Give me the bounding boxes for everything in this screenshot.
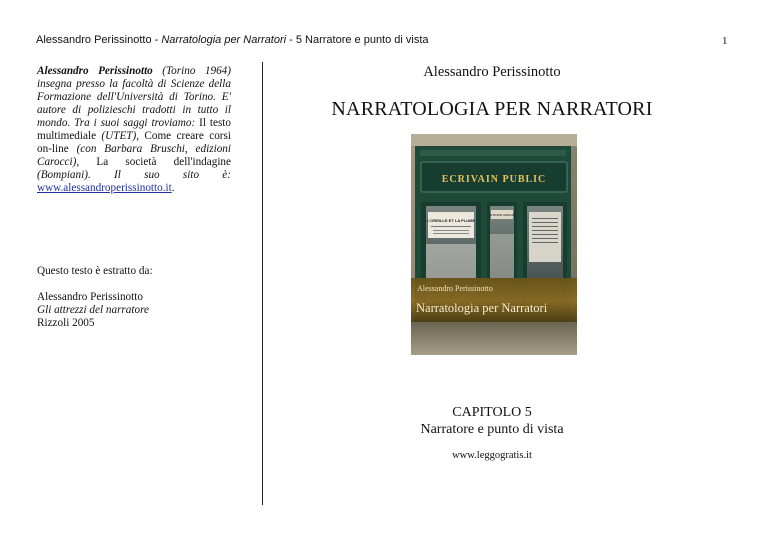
bio-author-name: Alessandro Perissinotto (37, 65, 153, 77)
bio-text: (con Barbara Bruschi, edizioni Carocci) (37, 143, 231, 168)
column-divider (262, 62, 263, 505)
bio-text: (UTET) (101, 130, 137, 142)
cover-author: Alessandro Perissinotto (417, 284, 493, 293)
bio-text: , Come creare corsi on-line (37, 130, 231, 155)
source-block (37, 265, 237, 330)
cover-page-author: Alessandro Perissinotto (423, 64, 561, 80)
header-book-title: Narratologia per Narratori (161, 34, 287, 46)
cover-page-title: NARRATOLOGIA PER NARRATORI (331, 98, 653, 120)
bio-text: . (171, 182, 175, 194)
header-author: Alessandro Perissinotto (36, 34, 152, 46)
cover-illustration (411, 134, 577, 355)
source-title: Gli attrezzi del narratore (37, 304, 149, 316)
bio-text: Il testo multimediale (37, 117, 231, 142)
chapter-title: Narratore e punto di vista (420, 422, 564, 437)
chapter-label: CAPITOLO 5 (452, 405, 532, 420)
book-cover-image (411, 134, 577, 355)
author-website-link[interactable]: www.alessandroperissinotto.it (37, 182, 172, 194)
cover-title: Narratologia per Narratori (416, 301, 548, 315)
bio-text: (Bompiani). Il suo sito è: (37, 169, 231, 181)
bio-text: , La società dell'indagine (76, 156, 231, 168)
source-publisher: Rizzoli 2005 (37, 317, 95, 329)
source-intro: Questo testo è estratto da: (37, 265, 153, 277)
header-chapter: 5 Narratore e punto di vista (295, 34, 429, 46)
cover-small-sign: DE BONNE ADRESSE (488, 214, 516, 217)
website-link[interactable]: www.leggogratis.it (452, 450, 532, 461)
author-bio (37, 65, 231, 195)
source-author: Alessandro Perissinotto (37, 291, 143, 303)
header-separator: - (151, 34, 162, 46)
running-header (36, 34, 736, 46)
page-number: 1 (722, 35, 728, 47)
bio-text: (Torino 1964) insegna presso la facoltà di Scienze della Formazione dell'Università di Torino. E' autore di polizieschi tradotti in tutto il mondo. Tra i suoi saggi troviamo: (37, 65, 231, 129)
cover-window-text: L'OREILLE ET LA PLUME (426, 218, 476, 223)
cover-shop-sign: ECRIVAIN PUBLIC (441, 174, 547, 185)
chapter-block (270, 404, 714, 438)
header-separator: - (286, 34, 296, 46)
